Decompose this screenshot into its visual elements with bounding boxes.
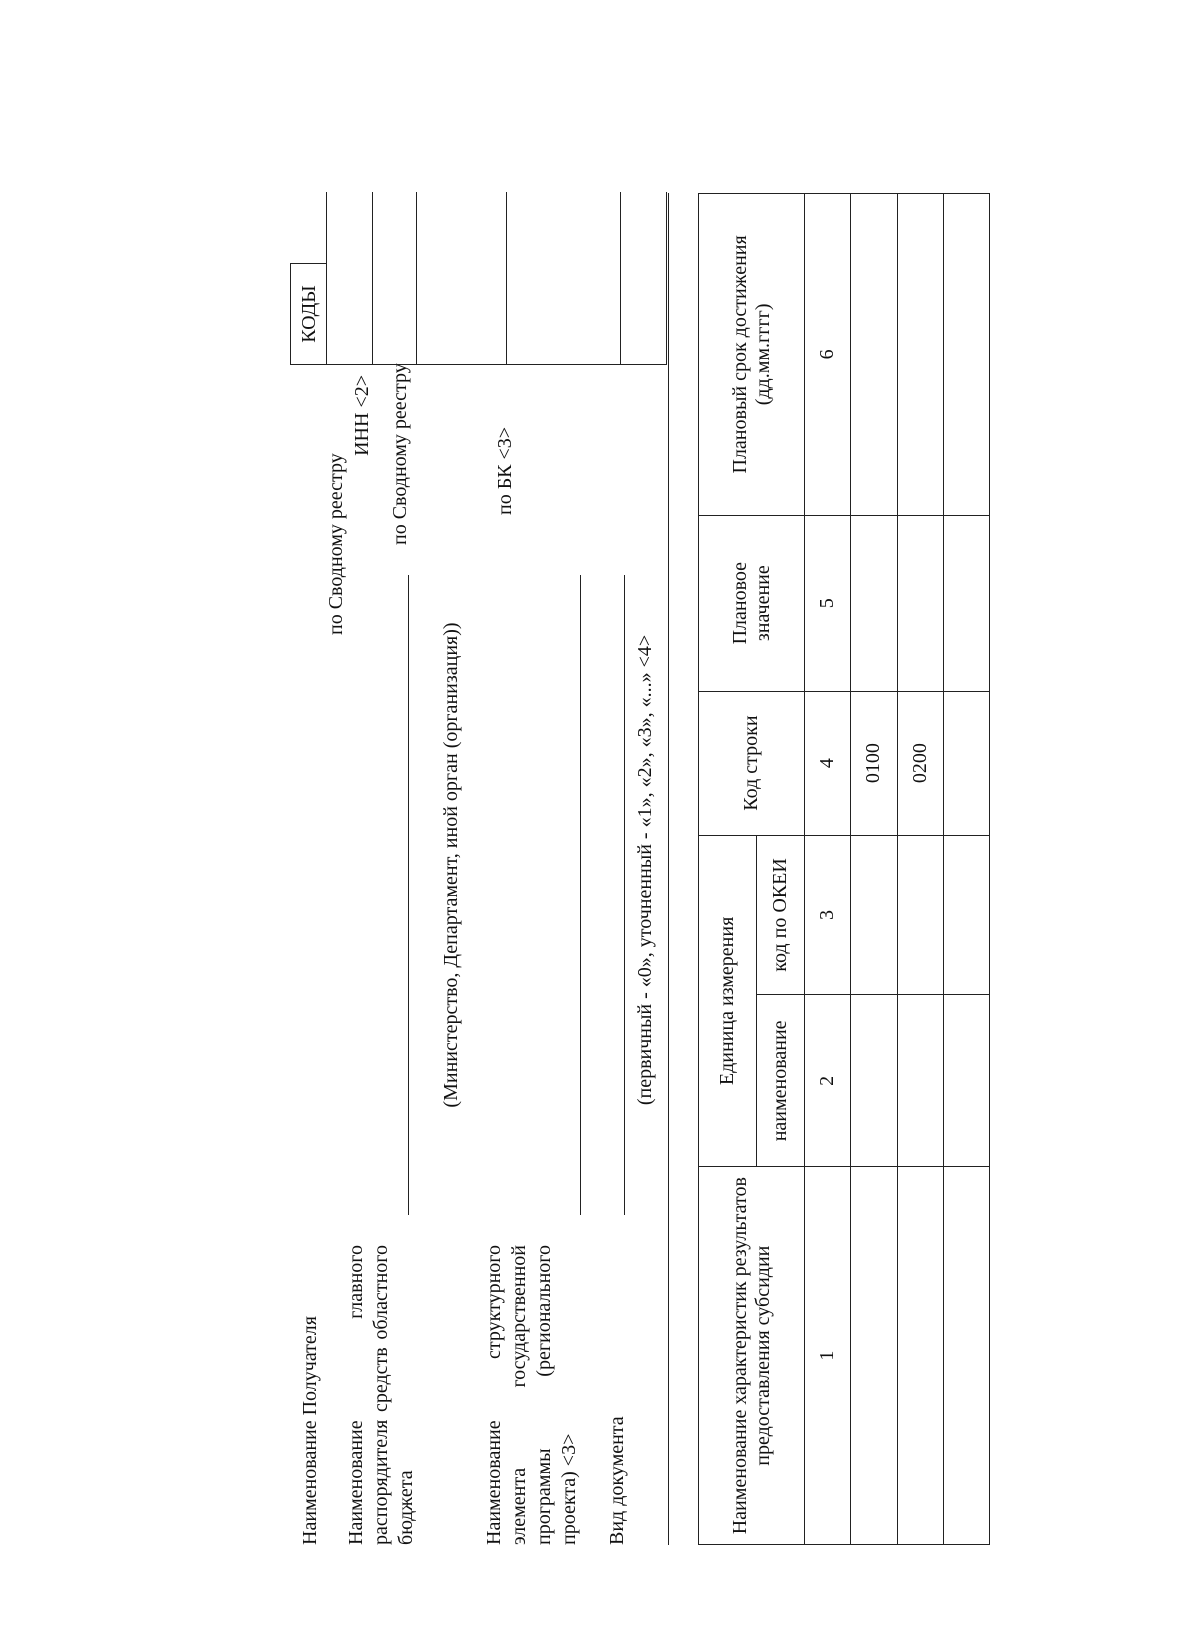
- cell-plan-value[interactable]: [943, 515, 989, 691]
- column-number: 5: [805, 515, 851, 691]
- header-separator: [668, 193, 669, 1545]
- table-row: [897, 194, 943, 1545]
- grbs-hint: (Министерство, Департамент, иной орган (организация)): [440, 622, 462, 1108]
- cell-okei[interactable]: [851, 835, 897, 995]
- header-name: Наименование характеристик результатов предоставления субсидии: [699, 1167, 805, 1545]
- cell-okei[interactable]: [943, 835, 989, 995]
- header-unit-group: Единица измерения: [699, 835, 757, 1167]
- column-number: 3: [805, 835, 851, 995]
- cell-unit-name[interactable]: [897, 995, 943, 1167]
- results-table: [698, 193, 990, 1545]
- cell-row-code: [943, 691, 989, 835]
- code-cell-program[interactable]: [506, 192, 507, 364]
- cell-plan-value[interactable]: [897, 515, 943, 691]
- code-cell-grbs[interactable]: [416, 192, 417, 364]
- cell-plan-date[interactable]: [943, 194, 989, 516]
- cell-plan-date[interactable]: [897, 194, 943, 516]
- cell-name[interactable]: [851, 1167, 897, 1545]
- grbs-code-label: по Сводному реестру: [389, 363, 411, 545]
- grbs-line[interactable]: [408, 575, 409, 1215]
- program-code-label: по БК <3>: [494, 426, 516, 515]
- inn-label: ИНН <2>: [351, 375, 373, 456]
- program-label: Наименование структурного элемента государственной программы (регионального проекта) <3>: [483, 1245, 580, 1545]
- column-number: 6: [805, 194, 851, 516]
- column-number-row: [805, 194, 851, 1545]
- recipient-code-label: по Сводному реестру: [325, 453, 347, 635]
- recipient-label: Наименование Получателя: [299, 1316, 321, 1545]
- cell-name[interactable]: [897, 1167, 943, 1545]
- code-cell-recipient[interactable]: [326, 192, 327, 364]
- cell-unit-name[interactable]: [943, 995, 989, 1167]
- doc-type-hint: (первичный - «0», уточненный - «1», «2», «3», «...» <4>: [634, 634, 656, 1106]
- table-row: [851, 194, 897, 1545]
- doc-type-line[interactable]: [624, 575, 625, 1215]
- codes-title: КОДЫ: [290, 263, 327, 365]
- cell-row-code: 0100: [851, 691, 897, 835]
- cell-plan-date[interactable]: [851, 194, 897, 516]
- header-plan-date: Плановый срок достижения (дд.мм.гггг): [699, 194, 805, 516]
- column-number: 2: [805, 995, 851, 1167]
- doc-type-label: Вид документа: [606, 1416, 628, 1545]
- grbs-label: Наименование главного распорядителя средств областного бюджета: [345, 1245, 417, 1545]
- column-number: 4: [805, 691, 851, 835]
- header-row-code: Код строки: [699, 691, 805, 835]
- codes-box: [326, 192, 667, 365]
- cell-unit-name[interactable]: [851, 995, 897, 1167]
- form-sheet: [290, 195, 1020, 1545]
- cell-row-code: 0200: [897, 691, 943, 835]
- code-cell-inn[interactable]: [372, 192, 373, 364]
- header-unit-name: наименование: [757, 995, 805, 1167]
- cell-name[interactable]: [943, 1167, 989, 1545]
- header-plan-value: Плановое значение: [699, 515, 805, 691]
- cell-okei[interactable]: [897, 835, 943, 995]
- header-unit-okei: код по ОКЕИ: [757, 835, 805, 995]
- code-cell-doc-type[interactable]: [620, 192, 621, 364]
- program-line[interactable]: [580, 575, 581, 1215]
- table-row: [943, 194, 989, 1545]
- cell-plan-value[interactable]: [851, 515, 897, 691]
- column-number: 1: [805, 1167, 851, 1545]
